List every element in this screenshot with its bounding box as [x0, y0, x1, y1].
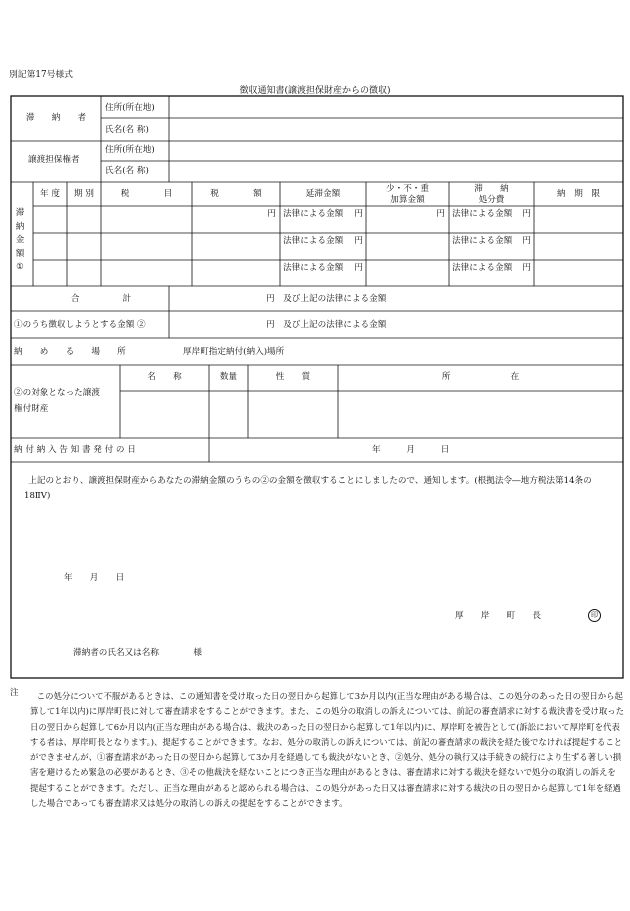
- total-value: 円 及び上記の法律による金額: [266, 294, 387, 304]
- header-tax-item: 税 目: [120, 189, 173, 199]
- notice-date-value: 年 月 日: [372, 445, 450, 455]
- property-header-location: 所 在: [441, 372, 520, 382]
- header-due-date: 納 期 限: [557, 189, 600, 199]
- guarantor-address-label: 住所(所在地): [105, 145, 155, 155]
- property-label: ②の対象となった譲渡 権付財産: [14, 388, 100, 414]
- disposal-yen: 円: [522, 236, 531, 246]
- late-fee-legal-amount: 法律による金額: [283, 209, 344, 219]
- property-header-nature: 性 質: [275, 372, 311, 382]
- disposal-yen: 円: [522, 263, 531, 273]
- disposal-legal-amount: 法律による金額: [452, 263, 513, 273]
- late-fee-yen: 円: [354, 263, 363, 273]
- late-fee-legal-amount: 法律による金額: [283, 263, 344, 273]
- late-fee-yen: 円: [354, 209, 363, 219]
- official-seal: 印: [588, 609, 601, 622]
- note-text: この処分について不服があるときは、この通知書を受け取った日の翌日から起算して3か月以内(正当な理由がある場合は、この処分のあった日の翌日から起算して1年以内)に厚岸町長に対して審査請求をすることができます。また、この処分の取消しの訴えについては、前記の審査請求に対する裁決書を受け取った日の翌日から起算して6か月以内(正当な理由がある場合は、裁決のあった日の翌日から起算して1年以内)に、厚岸町を被告として(訴訟において厚岸町を代表する者は、厚岸町長となります。)、提起することができます。なお、処分の取消しの訴えについては、前記の審査請求の裁決を経た後でなければ提起することができませんが、①審査請求があった日の翌日から起算して3か月を経過しても裁決がないとき、②処分、処分の執行又は手続きの続行により生ずる著しい損害を避けるため緊急の必要があるとき、③その他裁決を経ないことにつき正当な理由があるときは、審査請求に対する裁決を経ないで処分の取消しの訴えを提起することができます。ただし、正当な理由があると認められる場合は、この処分があった日又は審査請求に対する裁決の日の翌日から起算して1年を経過した場合であっても審査請求又は処分の取消しの訴えの提起をすることができます。: [30, 691, 625, 809]
- guarantor-label: 譲渡担保権者: [28, 155, 80, 165]
- issue-date: 年 月 日: [64, 573, 125, 583]
- guarantor-name-label: 氏名(名 称): [105, 166, 149, 176]
- disposal-legal-amount: 法律による金額: [452, 236, 513, 246]
- notice-message: 上記のとおり、譲渡担保財産からあなたの滞納金額のうちの②の金額を徴収することにしましたので、通知します。(根拠法令―地方税法第14条の18ⅡⅤ): [24, 476, 592, 501]
- notice-date-label: 納 付 納 入 告 知 書 発 付 の 日: [14, 445, 136, 455]
- delinquent-name-label: 氏名(名 称): [105, 125, 149, 135]
- tax-amount-yen: 円: [267, 209, 276, 219]
- collect-amount-value: 円 及び上記の法律による金額: [266, 320, 387, 330]
- delinquent-label: 滞 納 者: [25, 113, 87, 123]
- collect-amount-label: ①のうち徴収しようとする金額 ②: [14, 320, 146, 330]
- additional-tax-yen: 円: [436, 209, 445, 219]
- payment-place-value: 厚岸町指定納付(納入)場所: [183, 347, 285, 357]
- late-fee-yen: 円: [354, 236, 363, 246]
- header-additional-tax: 少・不・重 加算金額: [386, 184, 429, 205]
- payment-place-label: 納 め る 場 所: [14, 347, 126, 357]
- header-fiscal-year: 年 度: [40, 189, 60, 199]
- mayor-title: 厚 岸 町 長: [455, 611, 541, 621]
- form-number: 別記第17号様式: [9, 70, 73, 80]
- delinquent-address-label: 住所(所在地): [105, 103, 155, 113]
- recipient-name: 滞納者の氏名又は名称 様: [73, 648, 202, 658]
- property-header-quantity: 数量: [219, 372, 238, 382]
- note-heading: 注: [10, 688, 19, 698]
- property-header-name: 名 称: [147, 372, 182, 382]
- document-title: 徴収通知書(譲渡担保財産からの徴収): [239, 86, 391, 96]
- delinquent-amount-side-label: 滞 納 金 額 ①: [15, 208, 25, 272]
- header-tax-amount: 税 額: [210, 189, 262, 199]
- header-late-fee: 延滞金額: [305, 189, 341, 199]
- header-period: 期 別: [74, 189, 94, 199]
- disposal-yen: 円: [522, 209, 531, 219]
- header-disposal-cost: 滞 納 処分費: [474, 184, 509, 205]
- late-fee-legal-amount: 法律による金額: [283, 236, 344, 246]
- disposal-legal-amount: 法律による金額: [452, 209, 513, 219]
- total-label: 合 計: [70, 294, 132, 304]
